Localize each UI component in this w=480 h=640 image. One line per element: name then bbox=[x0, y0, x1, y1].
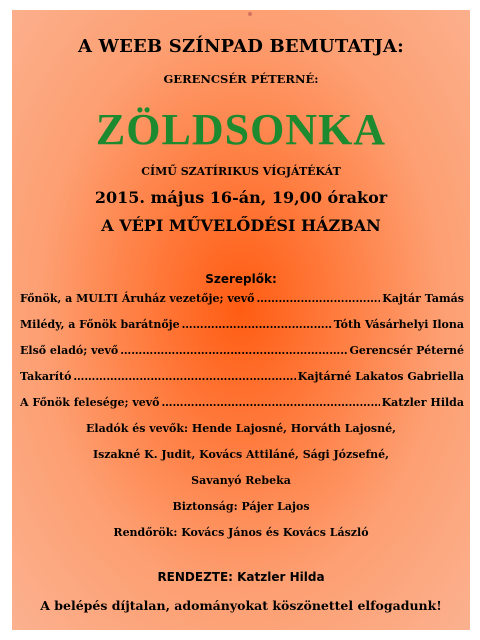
presenter-line: A WEEB SZÍNPAD BEMUTATJA: bbox=[78, 36, 404, 57]
cast-role: Első eladó; vevő bbox=[20, 344, 119, 357]
cast-row bbox=[20, 318, 464, 331]
cast-role: Takarító bbox=[20, 370, 72, 383]
cast-row bbox=[20, 396, 464, 409]
dot-leader bbox=[73, 370, 295, 383]
cast-row bbox=[20, 370, 464, 383]
cast-actor: Kajtárné Lakatos Gabriella bbox=[297, 370, 464, 383]
play-title: ZÖLDSONKA bbox=[95, 105, 387, 154]
sellers-line: Eladók és vevők: Hende Lajosné, Horváth Lajosné, bbox=[86, 422, 396, 435]
cast-heading: Szereplők: bbox=[205, 272, 277, 286]
cast-row bbox=[20, 292, 464, 305]
dot-leader bbox=[256, 292, 380, 305]
cast-actor: Katzler Hilda bbox=[381, 396, 464, 409]
play-subtitle: CÍMŰ SZATÍRIKUS VÍGJÁTÉKÁT bbox=[141, 165, 341, 178]
cast-actor: Gerencsér Péterné bbox=[349, 344, 464, 357]
cast-role: Főnök, a MULTI Áruház vezetője; vevő bbox=[20, 292, 255, 305]
cast-row bbox=[20, 344, 464, 357]
cast-actor: Kajtár Tamás bbox=[382, 292, 464, 305]
event-venue: A VÉPI MŰVELŐDÉSI HÁZBAN bbox=[101, 216, 381, 235]
decorative-dot bbox=[248, 12, 252, 16]
security-line: Biztonság: Pájer Lajos bbox=[172, 500, 310, 513]
police-line: Rendőrök: Kovács János és Kovács László bbox=[113, 526, 369, 539]
director-credit: RENDEZTE: Katzler Hilda bbox=[157, 570, 325, 584]
sellers-line: Savanyó Rebeka bbox=[191, 474, 291, 487]
cast-actor: Tóth Vásárhelyi Ilona bbox=[333, 318, 464, 331]
dot-leader bbox=[162, 396, 380, 409]
dot-leader bbox=[182, 318, 332, 331]
cast-role: Milédy, a Főnök barátnője bbox=[20, 318, 180, 331]
dot-leader bbox=[120, 344, 347, 357]
admission-note: A belépés díjtalan, adományokat köszönettel elfogadunk! bbox=[40, 598, 442, 613]
event-poster bbox=[12, 10, 470, 630]
sellers-line: Iszakné K. Judit, Kovács Attiláné, Sági Józsefné, bbox=[92, 448, 390, 461]
cast-role: A Főnök felesége; vevő bbox=[20, 396, 160, 409]
event-date: 2015. május 16-án, 19,00 órakor bbox=[94, 188, 388, 207]
author-line: GERENCSÉR PÉTERNÉ: bbox=[163, 72, 319, 86]
